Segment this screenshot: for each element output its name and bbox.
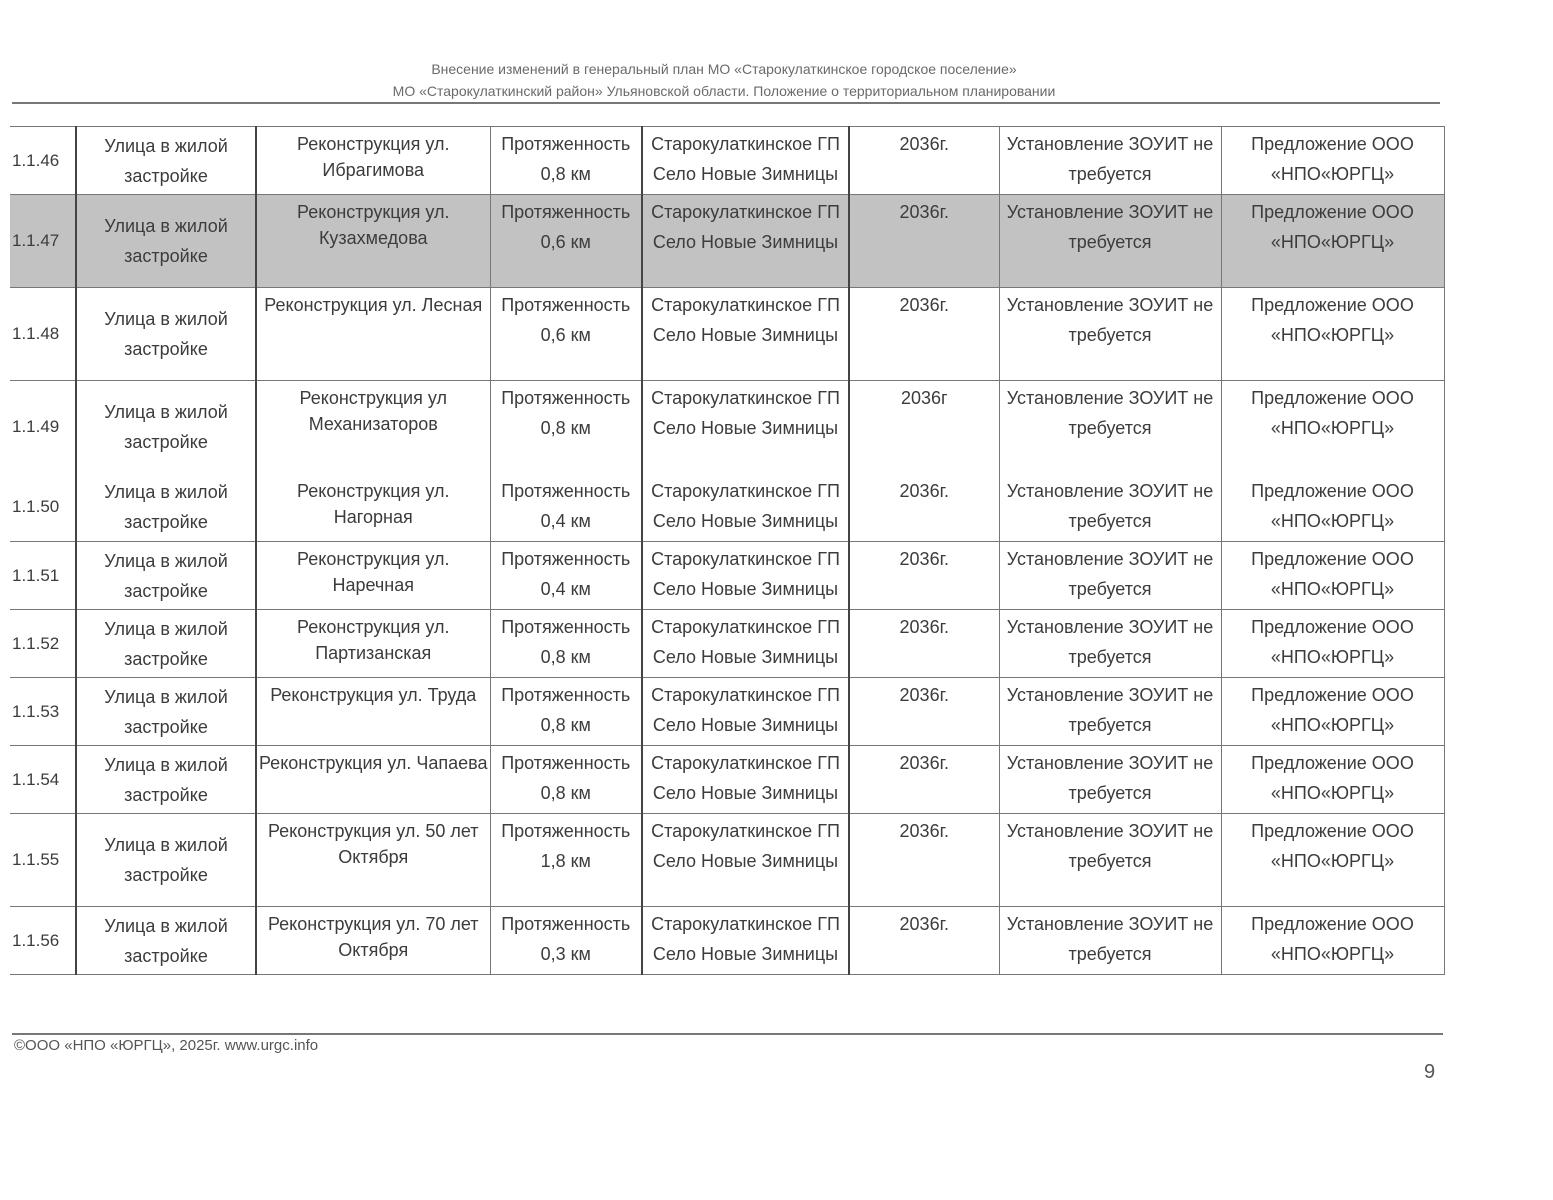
table-row <box>10 678 1444 746</box>
table-row <box>10 474 1444 542</box>
cell-object-name: Реконструкция ул. Нагорная <box>256 474 490 542</box>
cell-zone: Установление ЗОУИТ не требуется <box>999 381 1221 474</box>
table-row <box>10 907 1444 975</box>
cell-year: 2036г. <box>849 195 999 288</box>
cell-source: Предложение ООО «НПО«ЮРГЦ» <box>1221 288 1444 381</box>
header-rule <box>12 102 1440 104</box>
planning-table <box>10 126 1445 975</box>
cell-length: Протяженность 0,8 км <box>490 610 642 678</box>
cell-length: Протяженность 0,8 км <box>490 678 642 746</box>
cell-zone: Установление ЗОУИТ не требуется <box>999 195 1221 288</box>
cell-location: Старокулаткинское ГП Село Новые Зимницы <box>642 474 849 542</box>
cell-location: Старокулаткинское ГП Село Новые Зимницы <box>642 907 849 975</box>
cell-number: 1.1.49 <box>10 381 76 474</box>
cell-zone: Установление ЗОУИТ не требуется <box>999 474 1221 542</box>
cell-location: Старокулаткинское ГП Село Новые Зимницы <box>642 814 849 907</box>
cell-source: Предложение ООО «НПО«ЮРГЦ» <box>1221 474 1444 542</box>
cell-length: Протяженность 0,4 км <box>490 474 642 542</box>
cell-length: Протяженность 0,6 км <box>490 288 642 381</box>
cell-zone: Установление ЗОУИТ не требуется <box>999 610 1221 678</box>
table-row <box>10 381 1444 474</box>
cell-object-name: Реконструкция ул. Партизанская <box>256 610 490 678</box>
cell-source: Предложение ООО «НПО«ЮРГЦ» <box>1221 678 1444 746</box>
header-line-2: МО «Старокулаткинский район» Ульяновской области. Положение о территориальном планировании <box>392 83 1056 99</box>
cell-zone: Установление ЗОУИТ не требуется <box>999 814 1221 907</box>
cell-object-name: Реконструкция ул. Ибрагимова <box>256 127 490 195</box>
table-row <box>10 746 1444 814</box>
cell-source: Предложение ООО «НПО«ЮРГЦ» <box>1221 195 1444 288</box>
cell-number: 1.1.53 <box>10 678 76 746</box>
cell-zone: Установление ЗОУИТ не требуется <box>999 288 1221 381</box>
cell-object-type: Улица в жилой застройке <box>76 678 256 746</box>
table-row <box>10 610 1444 678</box>
cell-number: 1.1.48 <box>10 288 76 381</box>
cell-length: Протяженность 0,8 км <box>490 746 642 814</box>
cell-object-type: Улица в жилой застройке <box>76 474 256 542</box>
cell-number: 1.1.47 <box>10 195 76 288</box>
cell-year: 2036г. <box>849 288 999 381</box>
cell-year: 2036г. <box>849 907 999 975</box>
cell-object-type: Улица в жилой застройке <box>76 195 256 288</box>
cell-object-name: Реконструкция ул. Труда <box>256 678 490 746</box>
cell-object-name: Реконструкция ул. Чапаева <box>256 746 490 814</box>
cell-year: 2036г. <box>849 474 999 542</box>
cell-source: Предложение ООО «НПО«ЮРГЦ» <box>1221 746 1444 814</box>
table-row <box>10 288 1444 381</box>
cell-object-name: Реконструкция ул. Лесная <box>256 288 490 381</box>
cell-location: Старокулаткинское ГП Село Новые Зимницы <box>642 746 849 814</box>
cell-length: Протяженность 0,6 км <box>490 195 642 288</box>
table-row <box>10 814 1444 907</box>
cell-zone: Установление ЗОУИТ не требуется <box>999 127 1221 195</box>
cell-source: Предложение ООО «НПО«ЮРГЦ» <box>1221 814 1444 907</box>
cell-source: Предложение ООО «НПО«ЮРГЦ» <box>1221 907 1444 975</box>
cell-number: 1.1.56 <box>10 907 76 975</box>
cell-object-type: Улица в жилой застройке <box>76 610 256 678</box>
cell-object-name: Реконструкция ул. 50 лет Октября <box>256 814 490 907</box>
cell-source: Предложение ООО «НПО«ЮРГЦ» <box>1221 610 1444 678</box>
cell-year: 2036г. <box>849 746 999 814</box>
cell-object-type: Улица в жилой застройке <box>76 542 256 610</box>
table-row <box>10 127 1444 195</box>
cell-object-type: Улица в жилой застройке <box>76 907 256 975</box>
table-row <box>10 542 1444 610</box>
cell-location: Старокулаткинское ГП Село Новые Зимницы <box>642 195 849 288</box>
cell-year: 2036г. <box>849 678 999 746</box>
cell-length: Протяженность 1,8 км <box>490 814 642 907</box>
cell-object-name: Реконструкция ул. Кузахмедова <box>256 195 490 288</box>
cell-object-type: Улица в жилой застройке <box>76 288 256 381</box>
cell-source: Предложение ООО «НПО«ЮРГЦ» <box>1221 381 1444 474</box>
footer-copyright: ©ООО «НПО «ЮРГЦ», 2025г. www.urgc.info <box>14 1037 319 1054</box>
cell-length: Протяженность 0,4 км <box>490 542 642 610</box>
cell-number: 1.1.51 <box>10 542 76 610</box>
cell-year: 2036г. <box>849 610 999 678</box>
cell-object-type: Улица в жилой застройке <box>76 814 256 907</box>
cell-location: Старокулаткинское ГП Село Новые Зимницы <box>642 127 849 195</box>
cell-number: 1.1.50 <box>10 474 76 542</box>
cell-object-type: Улица в жилой застройке <box>76 381 256 474</box>
cell-length: Протяженность 0,8 км <box>490 127 642 195</box>
cell-object-type: Улица в жилой застройке <box>76 746 256 814</box>
cell-object-name: Реконструкция ул. Наречная <box>256 542 490 610</box>
cell-number: 1.1.46 <box>10 127 76 195</box>
header-line-1: Внесение изменений в генеральный план МО «Старокулаткинское городское поселение» <box>431 61 1017 77</box>
cell-location: Старокулаткинское ГП Село Новые Зимницы <box>642 610 849 678</box>
table-row <box>10 195 1444 288</box>
cell-number: 1.1.55 <box>10 814 76 907</box>
cell-zone: Установление ЗОУИТ не требуется <box>999 907 1221 975</box>
cell-location: Старокулаткинское ГП Село Новые Зимницы <box>642 381 849 474</box>
cell-length: Протяженность 0,8 км <box>490 381 642 474</box>
cell-source: Предложение ООО «НПО«ЮРГЦ» <box>1221 542 1444 610</box>
cell-zone: Установление ЗОУИТ не требуется <box>999 746 1221 814</box>
cell-location: Старокулаткинское ГП Село Новые Зимницы <box>642 542 849 610</box>
cell-number: 1.1.54 <box>10 746 76 814</box>
cell-year: 2036г. <box>849 814 999 907</box>
cell-year: 2036г. <box>849 127 999 195</box>
cell-year: 2036г. <box>849 542 999 610</box>
footer-rule <box>12 1033 1443 1035</box>
cell-object-name: Реконструкция ул Механизаторов <box>256 381 490 474</box>
cell-object-name: Реконструкция ул. 70 лет Октября <box>256 907 490 975</box>
cell-location: Старокулаткинское ГП Село Новые Зимницы <box>642 678 849 746</box>
page-number: 9 <box>1424 1061 1436 1083</box>
cell-length: Протяженность 0,3 км <box>490 907 642 975</box>
cell-year: 2036г <box>849 381 999 474</box>
cell-number: 1.1.52 <box>10 610 76 678</box>
cell-object-type: Улица в жилой застройке <box>76 127 256 195</box>
document-header <box>0 58 1448 102</box>
cell-zone: Установление ЗОУИТ не требуется <box>999 678 1221 746</box>
cell-location: Старокулаткинское ГП Село Новые Зимницы <box>642 288 849 381</box>
cell-source: Предложение ООО «НПО«ЮРГЦ» <box>1221 127 1444 195</box>
cell-zone: Установление ЗОУИТ не требуется <box>999 542 1221 610</box>
